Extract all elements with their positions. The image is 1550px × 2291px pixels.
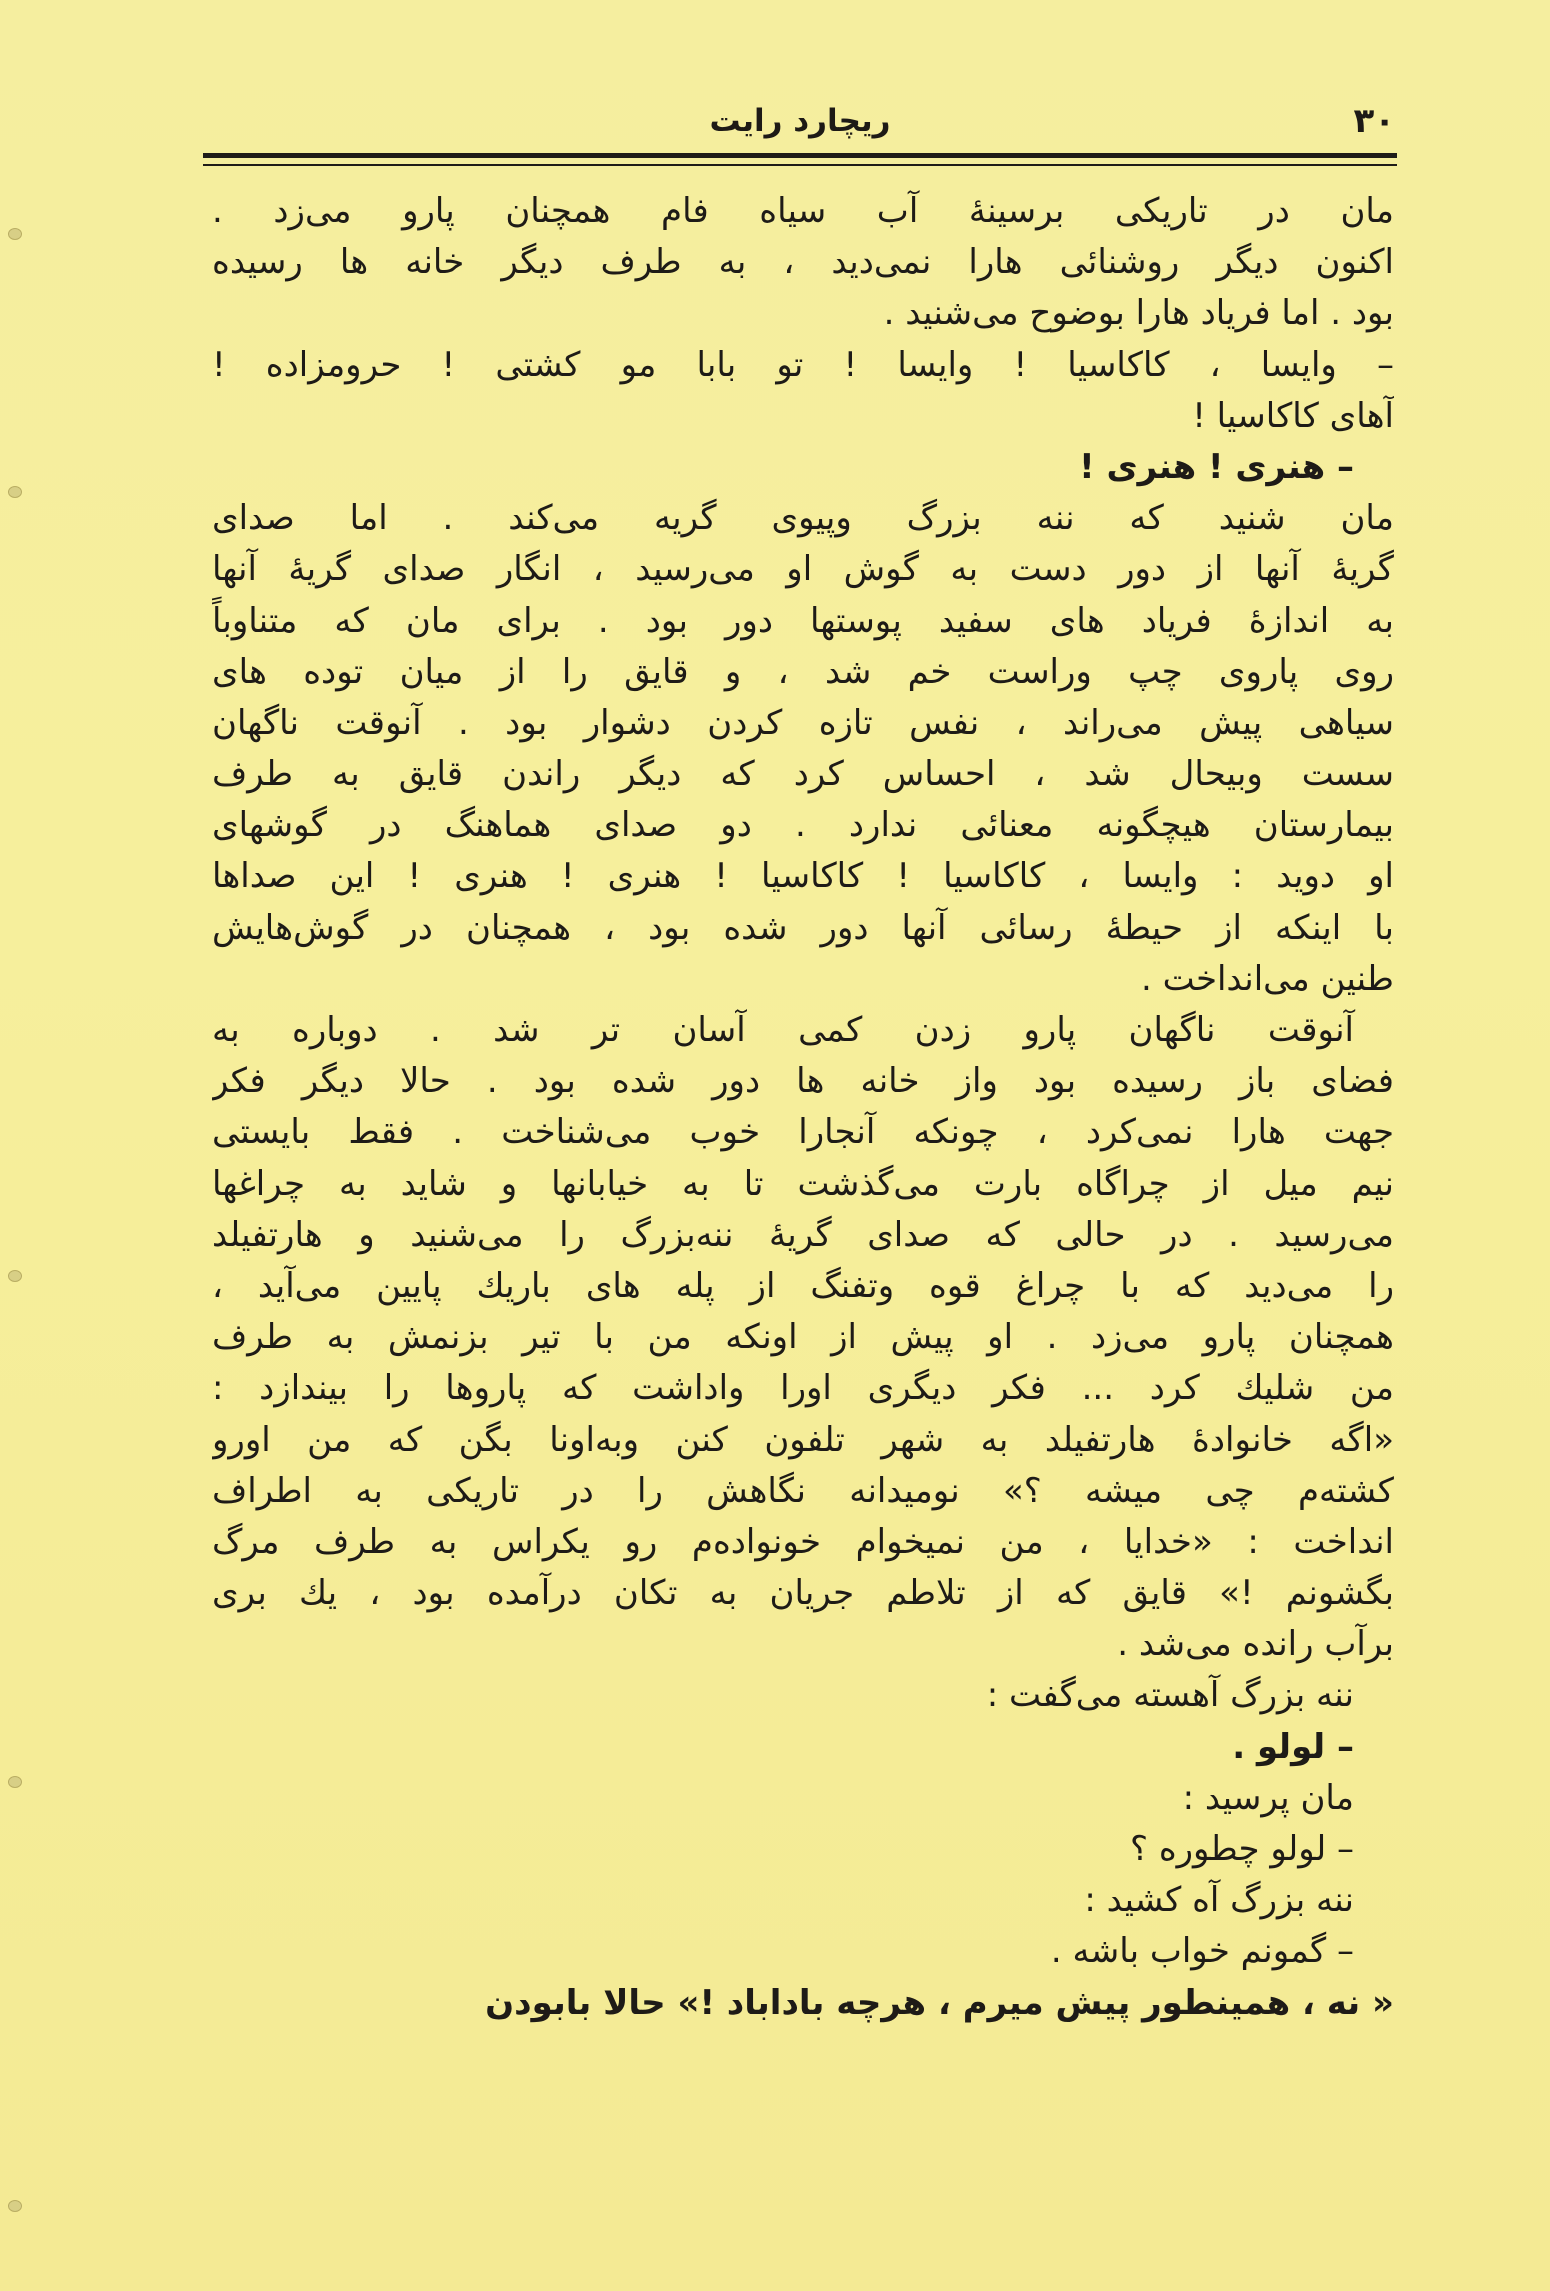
text-line: آنوقت ناگهان پارو زدن کمی آسان تر شد . دوباره به [212, 1010, 1354, 1050]
text-line: انداخت : «خدایا ، من نمیخوام خونواده‌م رو یکراس به طرف مرگ [212, 1521, 1394, 1562]
text-line: همچنان پارو می‌زد . او پیش از اونکه من با تیر بزنمش به طرف [212, 1317, 1394, 1358]
text-line: مان پرسید : [1182, 1777, 1354, 1818]
text-line: او دوید : وایسا ، کاکاسیا ! کاکاسیا ! هنری ! هنری ! این صداها [212, 856, 1394, 897]
text-line: طنین می‌انداخت . [1140, 958, 1394, 999]
page-number: ۳۰ [1353, 101, 1395, 141]
text-line: مان در تاریکی برسینهٔ آب سیاه فام همچنان پارو می‌زد . [212, 191, 1394, 231]
text-line: – وایسا ، کاکاسیا ! وایسا ! تو بابا مو کشتی ! حرومزاده ! [212, 344, 1394, 385]
text-line: ننه بزرگ آه کشید : [1084, 1880, 1354, 1921]
text-line: آهای کاکاسیا ! [1192, 395, 1394, 436]
text-line: برآب رانده می‌شد . [1117, 1624, 1394, 1665]
page-header [205, 96, 1395, 146]
text-line: ننه بزرگ آهسته می‌گفت : [986, 1675, 1354, 1716]
text-line: « نه ، همینطور پیش میرم ، هرچه باداباد !» حالا بابودن [485, 1982, 1394, 2023]
punch-hole [8, 486, 22, 498]
text-line: اکنون دیگر روشنائی هارا نمی‌دید ، به طرف دیگر خانه ها رسیده [212, 242, 1394, 283]
text-line: جهت هارا نمی‌کرد ، چونکه آنجارا خوب می‌شناخت . فقط بایستی [212, 1112, 1394, 1153]
text-line: روی پاروی چپ وراست خم شد ، و قایق را از میان توده های [212, 651, 1394, 692]
body-text [212, 186, 1394, 2029]
text-line: – لولو . [1232, 1726, 1354, 1767]
text-line: می‌رسید . در حالی که صدای گریهٔ ننه‌بزرگ را می‌شنید و هارتفیلد [212, 1214, 1394, 1255]
text-line: «اگه خانوادهٔ هارتفیلد به شهر تلفون کنن وبه‌اونا بگن که من اورو [212, 1419, 1394, 1460]
text-line: سست وبیحال شد ، احساس کرد که دیگر راندن قایق به طرف [212, 754, 1394, 795]
text-line: بیمارستان هیچگونه معنائی ندارد . دو صدای هماهنگ در گوشهای [212, 805, 1394, 846]
text-line: به اندازهٔ فریاد های سفید پوستها دور بود . برای مان که متناوباً [212, 600, 1394, 641]
text-line: بگشونم !» قایق که از تلاطم جریان به تکان درآمده بود ، یك بری [212, 1573, 1394, 1614]
text-line: – گمونم خواب باشه . [1050, 1931, 1354, 1972]
text-line: من شلیك کرد ... فکر دیگری اورا واداشت که پاروها را بیندازد : [212, 1368, 1394, 1409]
text-line: بود . اما فریاد هارا بوضوح می‌شنید . [883, 293, 1394, 334]
text-line: گریهٔ آنها از دور دست به گوش او می‌رسید ، انگار صدای گریهٔ آنها [212, 549, 1394, 590]
text-line: فضای باز رسیده بود واز خانه ها دور شده بود . حالا دیگر فکر [212, 1061, 1394, 1102]
text-line: – لولو چطوره ؟ [1129, 1829, 1354, 1869]
punch-hole [8, 2200, 22, 2212]
text-line: را می‌دید که با چراغ قوه وتفنگ از پله های باریك پایین می‌آید ، [212, 1265, 1394, 1306]
header-rule [203, 153, 1397, 158]
text-line: – هنری ! هنری ! [1079, 446, 1354, 487]
text-line: با اینکه از حیطهٔ رسائی آنها دور شده بود ، همچنان در گوش‌هایش [212, 907, 1394, 948]
running-title: ریچارد رایت [709, 103, 891, 139]
text-line: کشته‌م چی میشه ؟» نومیدانه نگاهش را در تاریکی به اطراف [212, 1470, 1394, 1511]
text-line: سیاهی پیش می‌راند ، نفس تازه کردن دشوار بود . آنوقت ناگهان [212, 702, 1394, 743]
punch-hole [8, 1776, 22, 1788]
punch-hole [8, 228, 22, 240]
text-line: نیم میل از چراگاه بارت می‌گذشت تا به خیابانها و شاید به چراغها [212, 1163, 1394, 1204]
punch-hole [8, 1270, 22, 1282]
header-rule-thin [203, 164, 1397, 166]
text-line: مان شنید که ننه بزرگ وپیوی گریه می‌کند . اما صدای [212, 498, 1394, 539]
